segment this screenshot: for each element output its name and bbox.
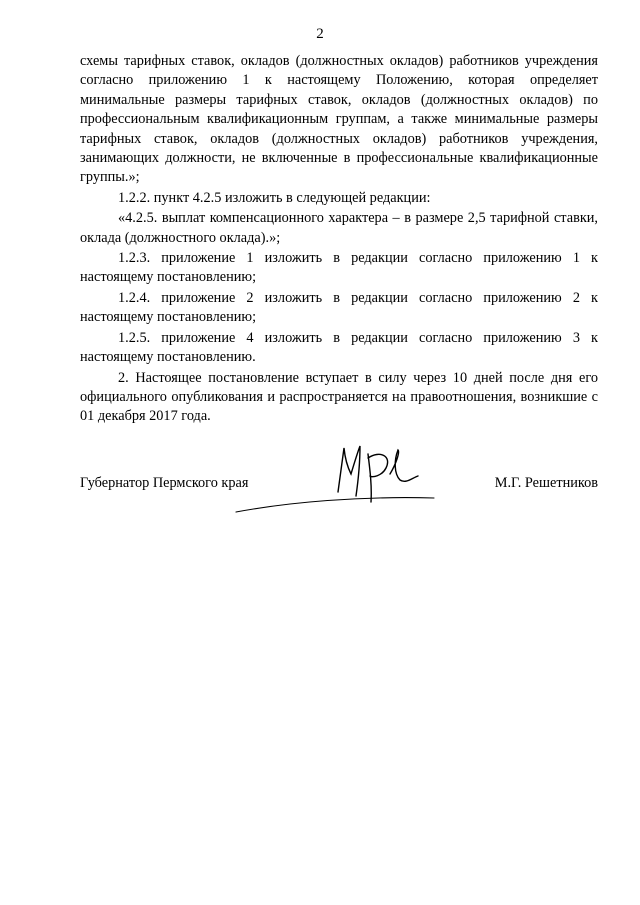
paragraph-1-2-4: 1.2.4. приложение 2 изложить в редакции согласно приложению 2 к настоящему постановлению; <box>80 289 598 326</box>
paragraph-continuation: схемы тарифных ставок, окладов (должностных окладов) работников учреждения согласно приложению 1 к настоящему Положению, которая определяет минимальные размеры тарифных ставок, окладов (должностных окладов) по профессиональным квалификационным группам, а также минимальные размеры тарифных ставок, окладов (должностных окладов) работников учреждения, занимающих должности, не включенные в профессиональные квалификационные группы.»; <box>80 53 598 186</box>
page-number: 2 <box>316 26 324 42</box>
signer-name: М.Г. Решетников <box>494 475 598 491</box>
document-body <box>80 52 598 427</box>
paragraph-quote-4-2-5: «4.2.5. выплат компенсационного характера – в размере 2,5 тарифной ставки, оклада (должностного оклада).»; <box>80 210 598 246</box>
paragraph-1-2-3: 1.2.3. приложение 1 изложить в редакции согласно приложению 1 к настоящему постановлению; <box>80 250 598 286</box>
signature-block <box>80 474 598 494</box>
signer-position: Губернатор Пермского края <box>80 475 249 491</box>
paragraph-1-2-2: 1.2.2. пункт 4.2.5 изложить в следующей редакции: <box>118 189 431 206</box>
paragraph-2-effective-date: 2. Настоящее постановление вступает в силу через 10 дней после дня его официального опубликования и распространяется на правоотношения, возникшие с 01 декабря 2017 года. <box>80 369 598 425</box>
paragraph-1-2-5: 1.2.5. приложение 4 изложить в редакции согласно приложению 3 к настоящему постановлению. <box>80 329 598 366</box>
